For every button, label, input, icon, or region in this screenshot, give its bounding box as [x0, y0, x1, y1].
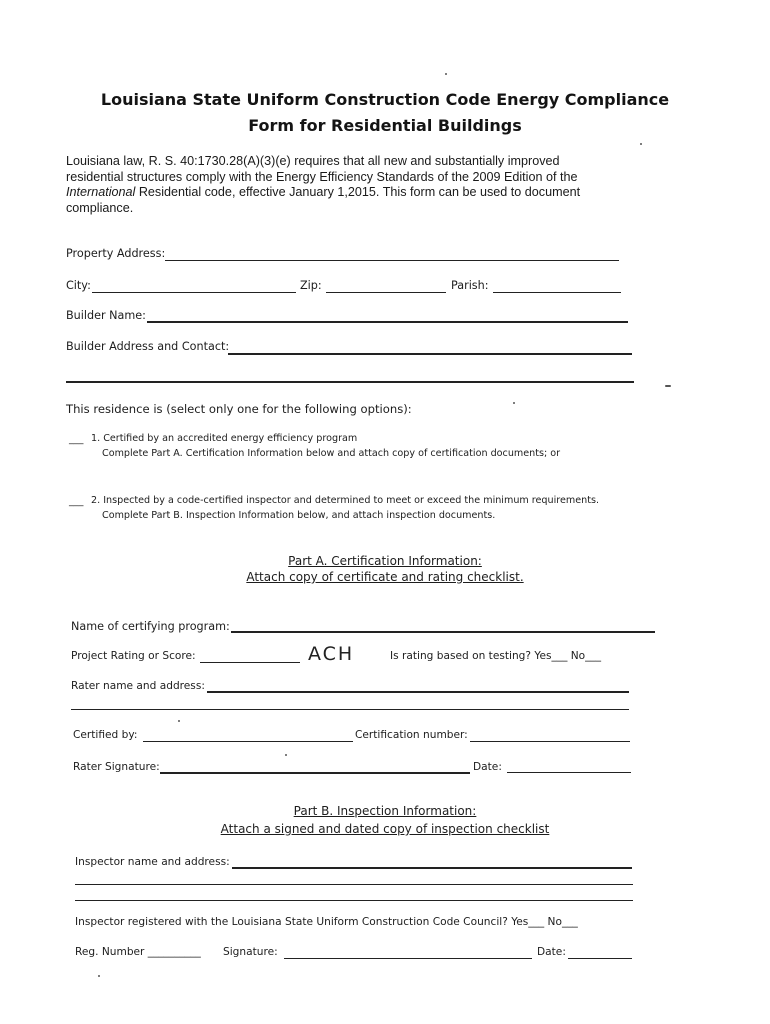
part-a-heading: Part A. Certification Information:	[288, 554, 482, 568]
part-a-subheading: Attach copy of certificate and rating checklist.	[246, 570, 524, 584]
part-b-heading: Part B. Inspection Information:	[293, 804, 477, 818]
scan-speck	[178, 720, 180, 722]
scan-speck	[98, 975, 100, 977]
builder-address-label: Builder Address and Contact:	[66, 340, 230, 353]
rater-date-label: Date:	[473, 761, 502, 773]
project-rating-field[interactable]	[200, 662, 300, 663]
scan-speck	[445, 73, 447, 75]
builder-address-field-line-2[interactable]	[66, 381, 634, 383]
inspector-address-field-line-2[interactable]	[75, 884, 633, 885]
builder-name-field[interactable]	[147, 321, 628, 323]
intro-line-3-rest: Residential code, effective January 1,2015. This form can be used to document	[135, 185, 581, 199]
rater-signature-label: Rater Signature:	[73, 761, 160, 773]
certifying-program-label: Name of certifying program:	[71, 620, 230, 633]
rater-date-field[interactable]	[507, 772, 631, 773]
zip-label: Zip:	[300, 279, 322, 292]
property-address-label: Property Address:	[66, 247, 166, 260]
rater-name-field[interactable]	[207, 691, 629, 693]
intro-paragraph	[66, 154, 626, 216]
option-2-instructions: Complete Part B. Inspection Information below, and attach inspection documents.	[102, 510, 496, 521]
option-1-text: 1. Certified by an accredited energy efficiency program	[91, 433, 358, 444]
options-prompt: This residence is (select only one for the following options):	[66, 402, 412, 416]
parish-label: Parish:	[451, 279, 489, 292]
intro-line-2: residential structures comply with the Energy Efficiency Standards of the 2009 Edition of the	[66, 169, 578, 184]
inspector-name-label: Inspector name and address:	[75, 856, 230, 868]
rater-address-field-line-2[interactable]	[71, 709, 629, 710]
reg-number-label: Reg. Number __________	[75, 946, 201, 958]
inspector-registered-question: Inspector registered with the Louisiana State Uniform Construction Code Council? Yes___ No___	[75, 916, 578, 928]
option-1-instructions: Complete Part A. Certification Information below and attach copy of certification documents; or	[102, 448, 561, 459]
city-label: City:	[66, 279, 91, 292]
intro-line-3	[66, 185, 626, 201]
part-b-subheading: Attach a signed and dated copy of inspection checklist	[220, 822, 550, 836]
builder-name-label: Builder Name:	[66, 309, 146, 322]
rater-signature-field[interactable]	[160, 772, 470, 774]
inspector-date-label: Date:	[537, 946, 566, 958]
city-field[interactable]	[92, 292, 296, 293]
option-2-text: 2. Inspected by a code-certified inspector and determined to meet or exceed the minimum requirements.	[91, 495, 600, 506]
certified-by-label: Certified by:	[73, 729, 138, 741]
zip-field[interactable]	[326, 292, 446, 293]
builder-address-field[interactable]	[228, 353, 632, 355]
form-title-line-1: Louisiana State Uniform Construction Code Energy Compliance	[100, 90, 670, 109]
rater-name-label: Rater name and address:	[71, 680, 205, 692]
certification-number-label: Certification number:	[355, 729, 468, 741]
intro-line-1: Louisiana law, R. S. 40:1730.28(A)(3)(e) requires that all new and substantially improved	[66, 154, 560, 168]
certifying-program-field[interactable]	[231, 631, 655, 633]
inspector-signature-label: Signature:	[223, 946, 278, 958]
intro-line-3-italic: International	[66, 185, 136, 199]
inspector-signature-field[interactable]	[284, 958, 532, 959]
certification-number-field[interactable]	[470, 741, 630, 742]
scan-speck	[285, 754, 287, 756]
option-2-checkbox[interactable]: ___	[69, 496, 84, 507]
option-1-checkbox[interactable]: ___	[69, 434, 84, 445]
scan-speck	[513, 402, 515, 404]
project-rating-label: Project Rating or Score:	[71, 650, 196, 662]
inspector-address-field-line-3[interactable]	[75, 900, 633, 901]
parish-field[interactable]	[493, 292, 621, 293]
inspector-date-field[interactable]	[568, 958, 632, 959]
intro-line-4: compliance.	[66, 200, 134, 215]
project-rating-value: ACH	[308, 643, 355, 665]
testing-question: Is rating based on testing? Yes___ No___	[390, 650, 602, 662]
scan-speck	[665, 385, 671, 387]
scan-speck	[640, 143, 642, 145]
certified-by-field[interactable]	[143, 741, 353, 742]
property-address-field[interactable]	[165, 260, 619, 261]
inspector-name-field[interactable]	[232, 867, 632, 869]
form-title-line-2: Form for Residential Buildings	[248, 116, 522, 135]
